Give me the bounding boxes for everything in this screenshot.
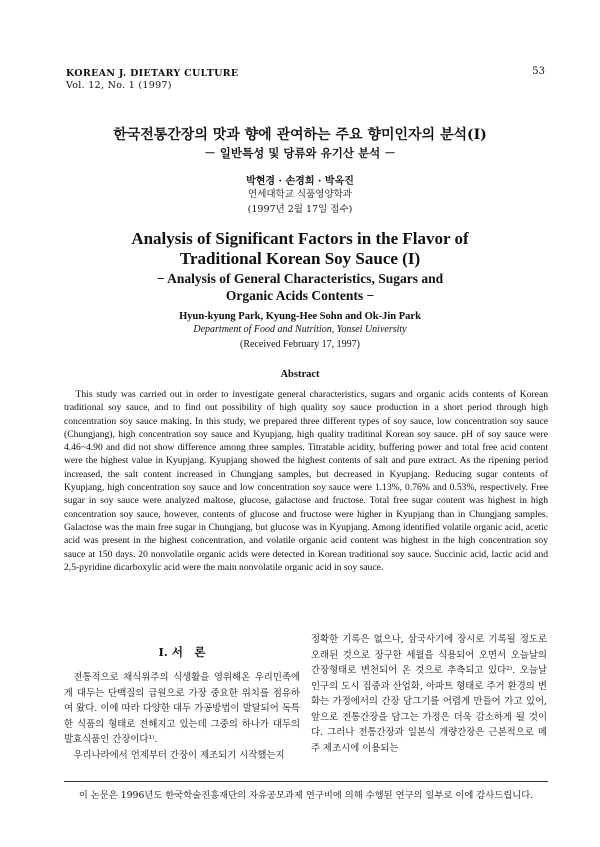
korean-affiliation: 연세대학교 식품영양학과 [248,189,352,200]
footnote: 이 논문은 1996년도 한국학술진흥재단의 자유공모과제 연구비에 의해 수행된 연구의 일부로 이에 감사드립니다. [78,790,534,801]
intro-paragraph-1: 전통적으로 채식위주의 식생활을 영위해온 우리민족에게 대두는 단백질의 급원으로 가장 중요한 위치를 점유하여 왔다. 이에 따라 다양한 대두 가공방법이 발달되어 독특한 식품의 형태로 전해지고 있는데 그중의 하나가 대두의 발효식품인 간장이다¹⁾. [64,672,300,745]
english-authors: Hyun-kyung Park, Kyung-Hee Sohn and Ok-Jin Park [179,311,421,322]
korean-authors: 박현경 · 손경희 · 박옥진 [246,176,354,187]
abstract-text: This study was carried out in order to investigate general characteristics, sugars and organic acids contents of Korean traditional soy sauce, and to find out possibility of high quality soy sauce production in a short period through high concentration soy sauce making. In this study, we prepared three different types of soy sauce, low concentration soy sauce (Chungjang), high concentration soy sauce and Kyupjang, high quality traditinal Korean soy sauce. pH of soy sauce were 4.46~4.90 and did not show difference among three samples. Titratable acidity, buffering power and total free acid content were the highest value in Kyupjang. Kyupjang showed the highest contents of salt and pure extract. As the ripening period increased, the salt content increased in Chungjang samples, but decreased in Kyupjang. Reducing sugar contents of Kyupjang, high concentration soy sauce and low concentration soy sauce were 1.13%, 0.76% and 0.53%, respectively. Free sugar in soy sauce were analyzed maltose, glucose, galactose and fructose. Total free sugar content was highest in high concentration soy sauce, however, contents of glucose and fructose were higher in Kyupjang than in Chungjang samples. Galactose was the main free sugar in Chungjang, but glucose was in Kyupjang. Among identified volatile organic acid, acetic acid was present in the highest concentration, and volatile organic acid content was highest in the high concentration soy sauce at 150 days. 20 nonvolatile organic acids were detected in Korean traditional soy sauce. Succinic acid, lactic acid and 2,5-pyridine dicarboxylic acid were the main nonvolatile organic acid in soy sauce. [64,389,548,573]
intro-paragraph-continued: 정확한 기록은 없으나, 삼국사기에 장시로 기록될 정도로 오래된 것으로 장구한 세월을 식용되어 오면서 오늘날의 간장형태로 변천되어 온 것으로 추측되고 있다²⁾. 오늘날 인구의 도시 집중과 산업화, 아파트 형태로 주거 환경의 변화는 가정에서의 간장 담그기를 어렵게 만들어 가고 있어, 앞으로 전통간장을 담그는 가정은 더욱 감소하게 될 것이다. 그러나 전통간장과 일본식 개량간장은 근본적으로 메주 제조시에 이용되는 [311,634,547,754]
intro-paragraph-2: 우리나라에서 언제부터 간장이 제조되기 시작했는지 [73,749,285,761]
english-title-line1: Analysis of Significant Factors in the Flavor of [131,229,469,248]
english-title-line2: Traditional Korean Soy Sauce (I) [179,249,421,268]
english-affiliation: Department of Food and Nutrition, Yonsei University [193,324,407,335]
english-received: (Received February 17, 1997) [240,339,360,350]
korean-subtitle: － 일반특성 및 당류와 유기산 분석 － [204,146,396,160]
right-column [311,632,547,756]
english-subtitle-line1: − Analysis of General Characteristics, Sugars and [156,271,444,286]
korean-received: (1997년 2월 17일 접수) [247,204,353,215]
abstract-heading: Abstract [280,369,320,380]
journal-header [66,68,238,92]
journal-name: KOREAN J. DIETARY CULTURE [66,68,239,79]
korean-title: 한국전통간장의 맛과 향에 관여하는 주요 향미인자의 분석(I) [113,127,487,143]
introduction-heading: I. 서 론 [158,645,206,659]
journal-volume: Vol. 12, No. 1 (1997) [66,80,172,91]
left-column [64,670,300,763]
english-subtitle [0,270,600,304]
footnote-divider [64,781,548,782]
english-subtitle-line2: Organic Acids Contents − [225,288,375,303]
english-title [0,229,600,269]
page-number: 53 [532,66,545,77]
